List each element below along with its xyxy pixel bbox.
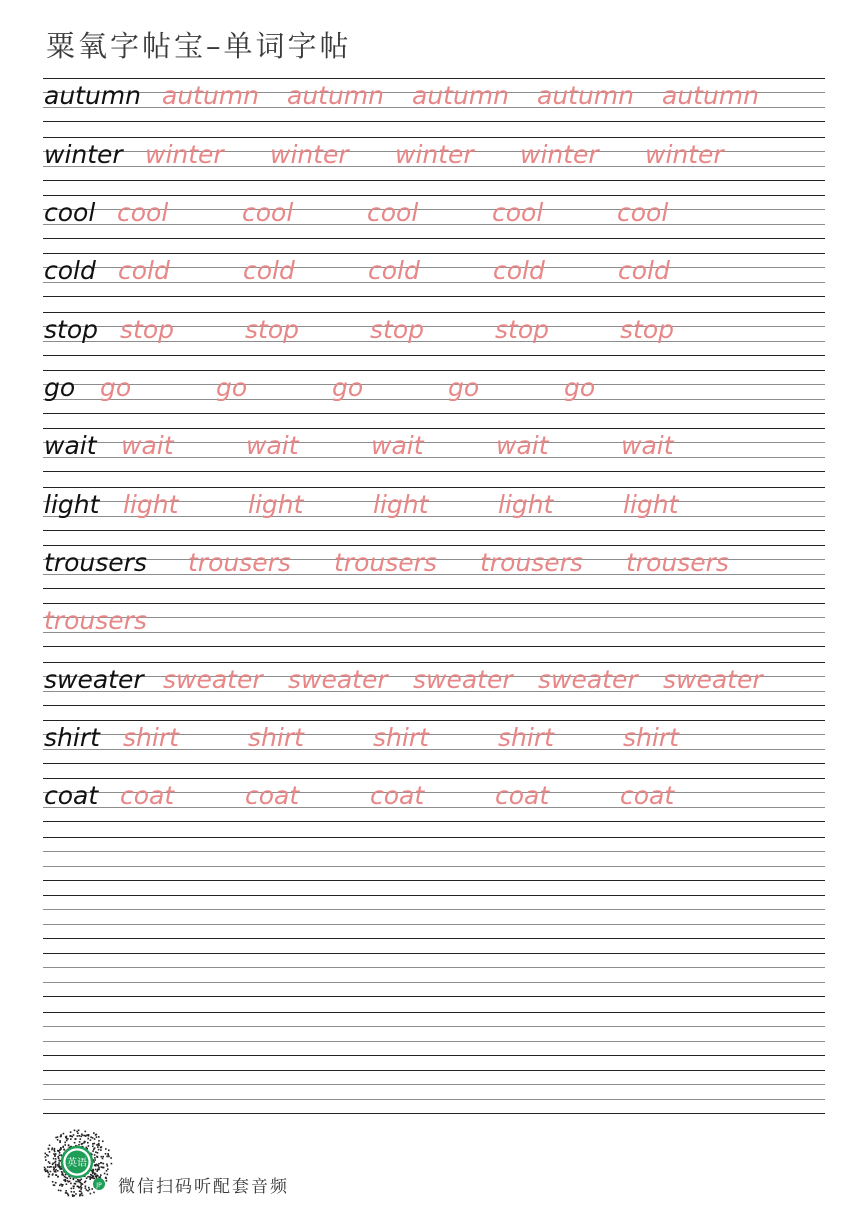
ruled-line	[43, 763, 825, 764]
ruled-line	[43, 471, 825, 472]
trace-word: coat	[495, 781, 550, 810]
trace-word: wait	[371, 431, 424, 460]
trace-word: trousers	[334, 548, 437, 577]
trace-word: cold	[118, 256, 170, 285]
trace-word: autumn	[537, 81, 635, 110]
ruled-line	[43, 880, 825, 881]
footer-caption: 微信扫码听配套音频	[118, 1177, 289, 1197]
trace-word: shirt	[623, 723, 679, 752]
writing-line-row	[43, 312, 825, 356]
trace-word: shirt	[248, 723, 304, 752]
ruled-line	[43, 895, 825, 896]
trace-word: wait	[496, 431, 549, 460]
writing-line-row	[43, 370, 825, 414]
ruled-line	[43, 996, 825, 997]
trace-word: stop	[120, 315, 174, 344]
trace-word: autumn	[662, 81, 760, 110]
model-word: go	[44, 373, 76, 402]
trace-word: cool	[617, 198, 669, 227]
model-word: stop	[44, 315, 98, 344]
trace-word: trousers	[480, 548, 583, 577]
trace-word: trousers	[44, 606, 147, 635]
trace-word: coat	[120, 781, 175, 810]
trace-word: cold	[493, 256, 545, 285]
ruled-line	[43, 1070, 825, 1071]
ruled-line	[43, 909, 825, 910]
trace-word: coat	[620, 781, 675, 810]
trace-word: cool	[242, 198, 294, 227]
ruled-line	[43, 238, 825, 239]
model-word: shirt	[44, 723, 100, 752]
trace-word: winter	[645, 140, 724, 169]
writing-line-row	[43, 720, 825, 764]
ruled-line	[43, 195, 825, 196]
ruled-line	[43, 1055, 825, 1056]
writing-line-row	[43, 837, 825, 881]
ruled-line	[43, 312, 825, 313]
writing-line-row	[43, 428, 825, 472]
trace-word: go	[332, 373, 364, 402]
ruled-line	[43, 1012, 825, 1013]
trace-word: autumn	[162, 81, 260, 110]
trace-word: light	[498, 490, 554, 519]
trace-word: sweater	[538, 665, 638, 694]
qr-small-badge-label: JP	[96, 1182, 102, 1189]
ruled-line	[43, 355, 825, 356]
writing-line-row	[43, 603, 825, 647]
trace-word: wait	[121, 431, 174, 460]
ruled-line	[43, 588, 825, 589]
trace-word: cold	[618, 256, 670, 285]
trace-word: cool	[117, 198, 169, 227]
ruled-line	[43, 720, 825, 721]
ruled-line	[43, 646, 825, 647]
ruled-line	[43, 851, 825, 852]
writing-line-row	[43, 953, 825, 997]
ruled-line	[43, 545, 825, 546]
ruled-line	[43, 78, 825, 79]
trace-word: coat	[370, 781, 425, 810]
trace-word: light	[623, 490, 679, 519]
ruled-line	[43, 662, 825, 663]
writing-line-row	[43, 137, 825, 181]
ruled-line	[43, 778, 825, 779]
model-word: trousers	[44, 548, 147, 577]
trace-word: cold	[368, 256, 420, 285]
trace-word: winter	[270, 140, 349, 169]
trace-word: go	[448, 373, 480, 402]
model-word: winter	[44, 140, 123, 169]
ruled-line	[43, 1099, 825, 1100]
ruled-line	[43, 1026, 825, 1027]
writing-line-row	[43, 662, 825, 706]
writing-line-row	[43, 545, 825, 589]
trace-word: wait	[246, 431, 299, 460]
trace-word: autumn	[287, 81, 385, 110]
writing-line-row	[43, 895, 825, 939]
ruled-line	[43, 253, 825, 254]
writing-line-row	[43, 78, 825, 122]
trace-word: light	[373, 490, 429, 519]
ruled-line	[43, 617, 825, 618]
writing-line-row	[43, 1012, 825, 1056]
ruled-line	[43, 399, 825, 400]
trace-word: coat	[245, 781, 300, 810]
trace-word: autumn	[412, 81, 510, 110]
model-word: light	[44, 490, 100, 519]
ruled-line	[43, 384, 825, 385]
trace-word: stop	[620, 315, 674, 344]
qr-badge-label: 英语	[67, 1158, 87, 1169]
ruled-line	[43, 982, 825, 983]
trace-word: cool	[492, 198, 544, 227]
writing-line-row	[43, 487, 825, 531]
ruled-line	[43, 938, 825, 939]
trace-word: sweater	[663, 665, 763, 694]
ruled-line	[43, 821, 825, 822]
trace-word: winter	[145, 140, 224, 169]
ruled-line	[43, 487, 825, 488]
trace-word: sweater	[288, 665, 388, 694]
trace-word: stop	[495, 315, 549, 344]
trace-word: sweater	[163, 665, 263, 694]
trace-word: go	[564, 373, 596, 402]
ruled-line	[43, 837, 825, 838]
ruled-line	[43, 370, 825, 371]
ruled-line	[43, 1113, 825, 1114]
trace-word: trousers	[188, 548, 291, 577]
ruled-line	[43, 866, 825, 867]
trace-word: trousers	[626, 548, 729, 577]
trace-word: shirt	[373, 723, 429, 752]
trace-word: cool	[367, 198, 419, 227]
ruled-line	[43, 632, 825, 633]
trace-word: light	[123, 490, 179, 519]
ruled-line	[43, 530, 825, 531]
trace-word: winter	[520, 140, 599, 169]
trace-word: shirt	[123, 723, 179, 752]
ruled-line	[43, 705, 825, 706]
ruled-line	[43, 1041, 825, 1042]
trace-word: go	[100, 373, 132, 402]
ruled-line	[43, 137, 825, 138]
ruled-line	[43, 924, 825, 925]
trace-word: wait	[621, 431, 674, 460]
ruled-line	[43, 428, 825, 429]
trace-word: cold	[243, 256, 295, 285]
ruled-line	[43, 967, 825, 968]
model-word: coat	[44, 781, 99, 810]
ruled-line	[43, 180, 825, 181]
writing-line-row	[43, 778, 825, 822]
trace-word: light	[248, 490, 304, 519]
model-word: wait	[44, 431, 97, 460]
qr-code-icon[interactable]	[40, 1127, 114, 1197]
ruled-line	[43, 1084, 825, 1085]
trace-word: sweater	[413, 665, 513, 694]
model-word: autumn	[44, 81, 142, 110]
trace-word: stop	[370, 315, 424, 344]
ruled-line	[43, 603, 825, 604]
ruled-line	[43, 296, 825, 297]
trace-word: winter	[395, 140, 474, 169]
writing-line-row	[43, 1070, 825, 1114]
model-word: cold	[44, 256, 96, 285]
ruled-line	[43, 953, 825, 954]
trace-word: shirt	[498, 723, 554, 752]
ruled-line	[43, 413, 825, 414]
model-word: sweater	[44, 665, 144, 694]
trace-word: stop	[245, 315, 299, 344]
writing-line-row	[43, 253, 825, 297]
model-word: cool	[44, 198, 96, 227]
trace-word: go	[216, 373, 248, 402]
writing-line-row	[43, 195, 825, 239]
page-title: 粟氧字帖宝–单词字帖	[46, 29, 352, 63]
ruled-line	[43, 121, 825, 122]
